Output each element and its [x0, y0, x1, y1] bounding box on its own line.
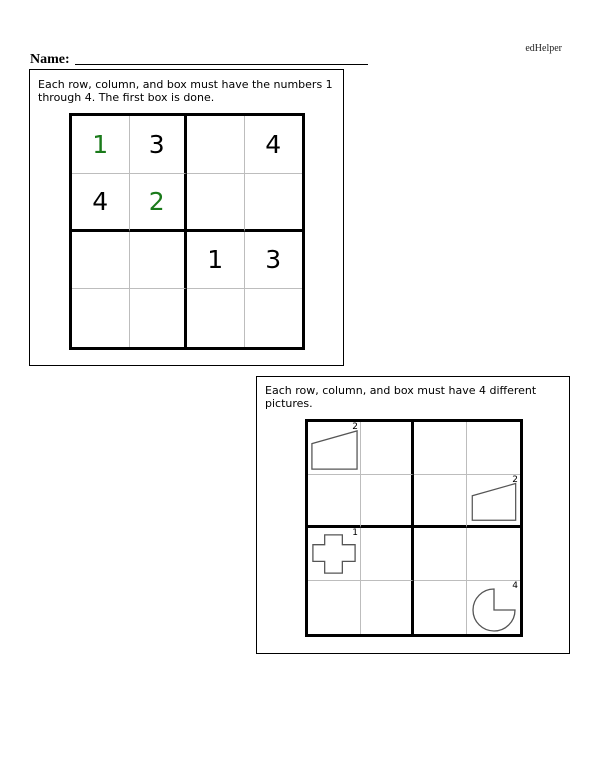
picture-cell[interactable] [467, 581, 520, 634]
sudoku-cell[interactable] [72, 174, 130, 232]
picture-cell[interactable] [414, 475, 467, 528]
picture-cell[interactable] [361, 475, 414, 528]
picture-index-label: 2 [512, 475, 518, 485]
picture-cell[interactable] [361, 528, 414, 581]
picture-sudoku-grid [305, 419, 523, 637]
picture-cell[interactable] [414, 528, 467, 581]
picture-cell[interactable] [308, 581, 361, 634]
cell-number: 3 [265, 245, 282, 275]
sudoku-cell[interactable] [245, 289, 303, 347]
picture-cell[interactable] [467, 422, 520, 475]
picture-cell[interactable] [361, 422, 414, 475]
cell-number: 1 [207, 245, 224, 275]
cell-number: 4 [92, 186, 109, 216]
sudoku-cell[interactable] [245, 116, 303, 174]
picture-cell[interactable] [414, 422, 467, 475]
sudoku-cell[interactable] [130, 289, 188, 347]
picture-cell[interactable] [467, 528, 520, 581]
sudoku-cell[interactable] [187, 232, 245, 290]
picture-cell[interactable] [414, 581, 467, 634]
picture-cell[interactable] [308, 528, 361, 581]
picture-index-label: 2 [352, 422, 358, 432]
picture-sudoku-panel [256, 376, 570, 654]
picture-cell[interactable] [308, 422, 361, 475]
picture-index-label: 4 [512, 581, 518, 591]
picture-index-label: 1 [352, 528, 358, 538]
sudoku-cell[interactable] [245, 174, 303, 232]
number-sudoku-instructions: Each row, column, and box must have the numbers 1 through 4. The first box is done. [38, 78, 333, 104]
picture-cell[interactable] [467, 475, 520, 528]
sudoku-cell[interactable] [187, 116, 245, 174]
picture-cell[interactable] [361, 581, 414, 634]
name-label: Name: [30, 52, 70, 67]
brand-label: edHelper [525, 43, 562, 54]
sudoku-cell[interactable] [130, 116, 188, 174]
sudoku-cell[interactable] [72, 232, 130, 290]
picture-sudoku-instructions: Each row, column, and box must have 4 different pictures. [265, 384, 537, 410]
sudoku-cell[interactable] [72, 116, 130, 174]
picture-cell[interactable] [308, 475, 361, 528]
number-sudoku-grid [69, 113, 305, 350]
cell-number: 2 [148, 186, 165, 216]
sudoku-cell[interactable] [187, 174, 245, 232]
number-sudoku-panel [29, 69, 344, 366]
sudoku-cell[interactable] [130, 174, 188, 232]
name-line[interactable] [75, 64, 368, 65]
sudoku-cell[interactable] [72, 289, 130, 347]
cell-number: 4 [265, 129, 282, 159]
cell-number: 3 [148, 129, 165, 159]
sudoku-cell[interactable] [245, 232, 303, 290]
sudoku-cell[interactable] [130, 232, 188, 290]
cell-number: 1 [92, 129, 109, 159]
sudoku-cell[interactable] [187, 289, 245, 347]
